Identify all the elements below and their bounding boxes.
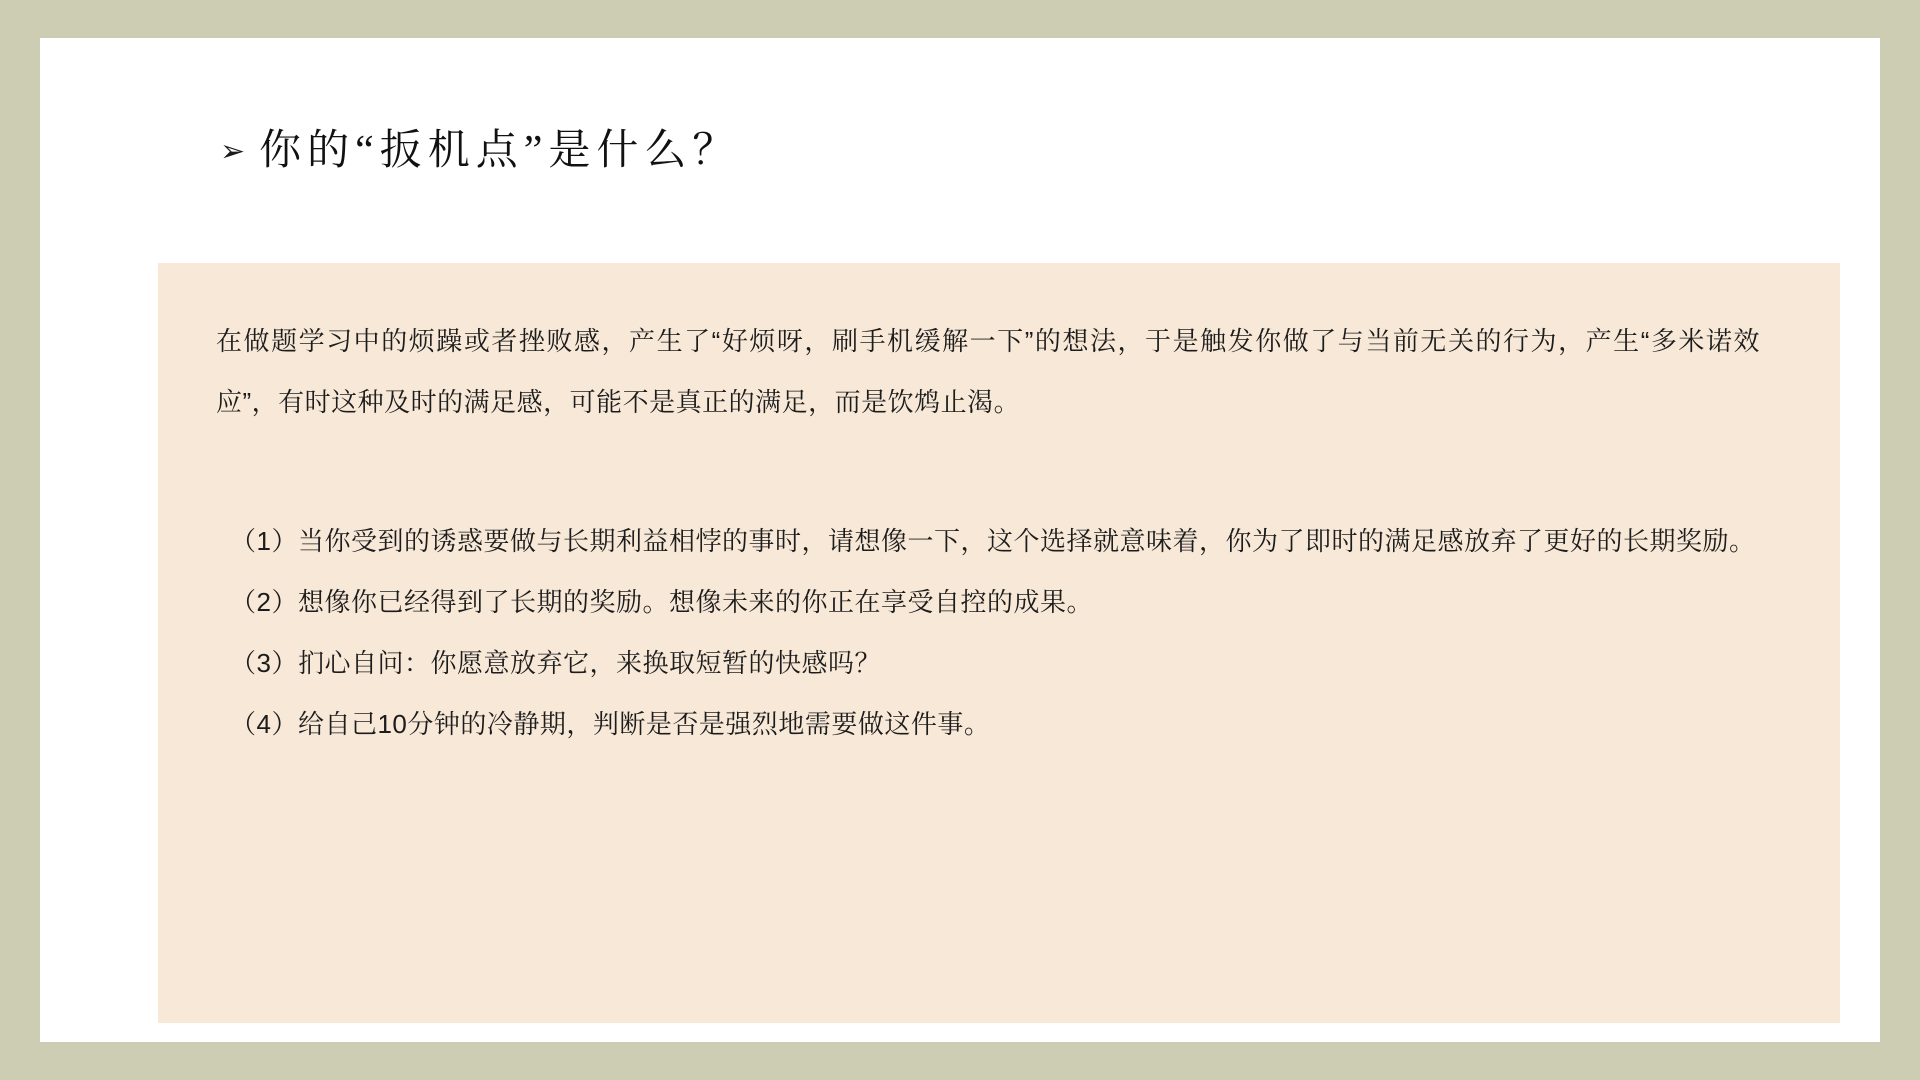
steps-list: [216, 511, 1782, 755]
slide-canvas: [40, 38, 1880, 1042]
content-card: [158, 263, 1840, 1023]
list-item: （2）想像你已经得到了长期的奖励。想像未来的你正在享受自控的成果。: [230, 587, 1093, 618]
intro-paragraph: 在做题学习中的烦躁或者挫败感，产生了“好烦呀，刷手机缓解一下”的想法，于是触发你做了与当前无关的行为，产生“多米诺效应”，有时这种及时的满足感，可能不是真正的满足，而是饮鸩止渴。: [216, 326, 1760, 418]
page-title: [220, 128, 740, 174]
arrow-bullet-icon: ➢: [220, 135, 246, 169]
list-item: （3）扪心自问：你愿意放弃它，来换取短暂的快感吗？: [230, 648, 881, 679]
list-item: （4）给自己10分钟的冷静期，判断是否是强烈地需要做这件事。: [230, 709, 991, 740]
page-title-text: 你的“扳机点”是什么？: [259, 128, 741, 174]
list-item: （1）当你受到的诱惑要做与长期利益相悖的事时，请想像一下，这个选择就意味着，你为了即时的满足感放弃了更好的长期奖励。: [230, 526, 1756, 557]
